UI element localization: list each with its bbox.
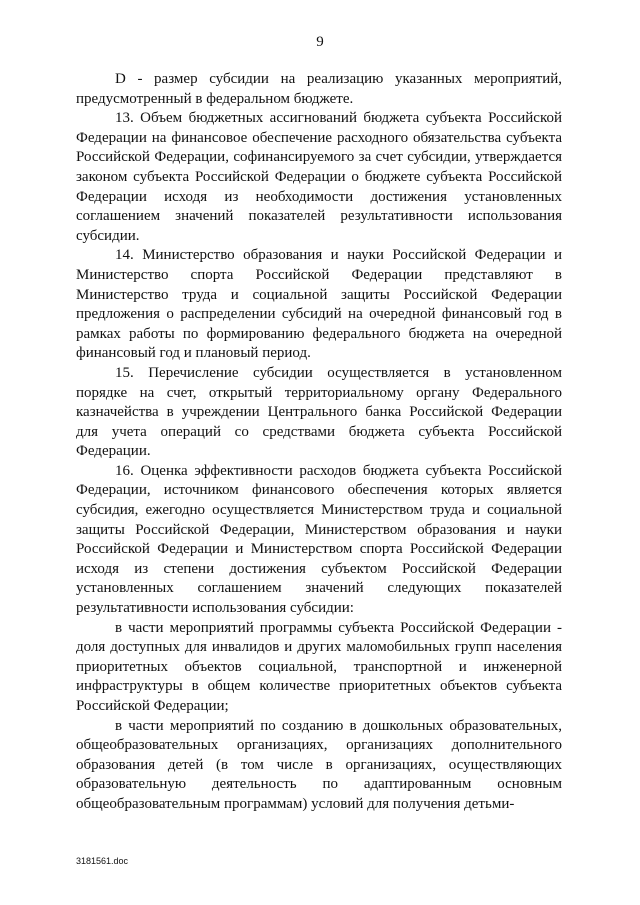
document-body	[76, 70, 562, 815]
paragraph-13-budget-allocations: 13. Объем бюджетных ассигнований бюджета субъекта Российской Федерации на финансовое обеспечение расходного обязательства субъекта Российской Федерации, софинансируемого за счет субсидии, утверждается законом субъекта Российской Федерации о бюджете субъекта Российской Федерации исходя из необходимости достижения установленных соглашением значений показателей результативности использования субсидии.	[76, 110, 562, 244]
paragraph-subsidy-size-definition: D - размер субсидии на реализацию указанных мероприятий, предусмотренный в федеральном бюджете.	[76, 71, 562, 107]
paragraph-14-ministry-proposals: 14. Министерство образования и науки Российской Федерации и Министерство спорта Российской Федерации представляют в Министерство труда и социальной защиты Российской Федерации предложения о распределении субсидий на очередной финансовый год в рамках работы по формированию федерального бюджета на очередной финансовый год и плановый период.	[76, 247, 562, 362]
page-number: 9	[316, 34, 324, 50]
paragraph-education-measures-indicator: в части мероприятий по созданию в дошкольных образовательных, общеобразовательных организациях, организациях дополнительного образования детей (в том числе в организациях, осуществляющих образовательную деятельность по адаптированным основным общеобразовательным программам) условий для получения детьми-	[76, 717, 562, 812]
paragraph-15-subsidy-transfer: 15. Перечисление субсидии осуществляется в установленном порядке на счет, открытый территориальному органу Федерального казначейства в учреждении Центрального банка Российской Федерации для учета операций со средствами бюджета субъекта Российской Федерации.	[76, 364, 562, 460]
paragraph-16-efficiency-assessment: 16. Оценка эффективности расходов бюджета субъекта Российской Федерации, источником финансового обеспечения которых является субсидия, ежегодно осуществляется Министерством труда и социальной защиты Российской Федерации, Министерством образования и науки Российской Федерации и Министерством спорта Российской Федерации исходя из степени достижения субъектом Российской Федерации установленных соглашением значений следующих показателей результативности использования субсидии:	[76, 462, 562, 617]
document-footer-filename: 3181561.doc	[76, 856, 129, 866]
paragraph-program-measures-indicator: в части мероприятий программы субъекта Российской Федерации - доля доступных для инвалидов и других маломобильных групп населения приоритетных объектов социальной, транспортной и инженерной инфраструктуры в общем количестве приоритетных объектов субъекта Российской Федерации;	[76, 619, 562, 714]
